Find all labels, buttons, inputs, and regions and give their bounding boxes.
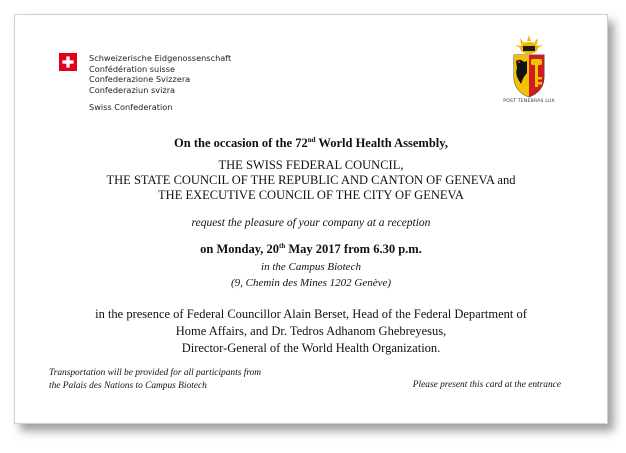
council-line-federal: THE SWISS FEDERAL COUNCIL, xyxy=(218,158,404,172)
date-line xyxy=(15,242,607,257)
swiss-flag-icon xyxy=(59,53,77,71)
council-line-state: THE STATE COUNCIL OF THE REPUBLIC AND CANTON OF GENEVA and xyxy=(106,173,516,187)
transport-line-2: the Palais des Nations to Campus Biotech xyxy=(49,381,207,391)
confederation-block xyxy=(89,53,231,113)
occasion-suffix: World Health Assembly, xyxy=(315,136,448,151)
occasion-line xyxy=(15,136,607,151)
invitation-card xyxy=(14,14,608,424)
presence-line-3: Director-General of the World Health Organization. xyxy=(181,341,441,355)
councils-block xyxy=(15,158,607,203)
occasion-ordinal: nd xyxy=(307,136,316,144)
transport-note xyxy=(49,367,261,393)
presence-block xyxy=(15,306,607,357)
venue-block xyxy=(15,259,607,291)
confederation-line-it: Confederazione Svizzera xyxy=(89,74,191,85)
geneva-coat-of-arms-icon xyxy=(512,35,546,99)
confederation-line-rm: Confederaziun svizra xyxy=(89,84,176,95)
date-prefix: on Monday, 20 xyxy=(200,242,280,257)
occasion-prefix: On the occasion of the 72 xyxy=(174,136,308,151)
geneva-motto: POST TENEBRAS LUX xyxy=(503,99,555,104)
date-suffix: May 2017 from 6.30 p.m. xyxy=(285,242,422,257)
date-ordinal: th xyxy=(279,242,286,250)
transport-line-1: Transportation will be provided for all participants from xyxy=(49,368,262,378)
venue-line: in the Campus Biotech xyxy=(261,261,361,273)
request-line: request the pleasure of your company at a reception xyxy=(191,217,431,229)
council-line-city: THE EXECUTIVE COUNCIL OF THE CITY OF GENEVA xyxy=(158,188,464,202)
presence-line-1: in the presence of Federal Councillor Alain Berset, Head of the Federal Department of xyxy=(95,307,527,321)
address-line: (9, Chemin des Mines 1202 Genève) xyxy=(230,277,392,289)
confederation-line-en: Swiss Confederation xyxy=(89,102,173,113)
confederation-line-fr: Confédération suisse xyxy=(89,63,176,74)
presence-line-2: Home Affairs, and Dr. Tedros Adhanom Ghebreyesus, xyxy=(175,324,447,338)
present-card-note: Please present this card at the entrance xyxy=(412,380,561,390)
confederation-line-de: Schweizerische Eidgenossenschaft xyxy=(89,53,232,63)
